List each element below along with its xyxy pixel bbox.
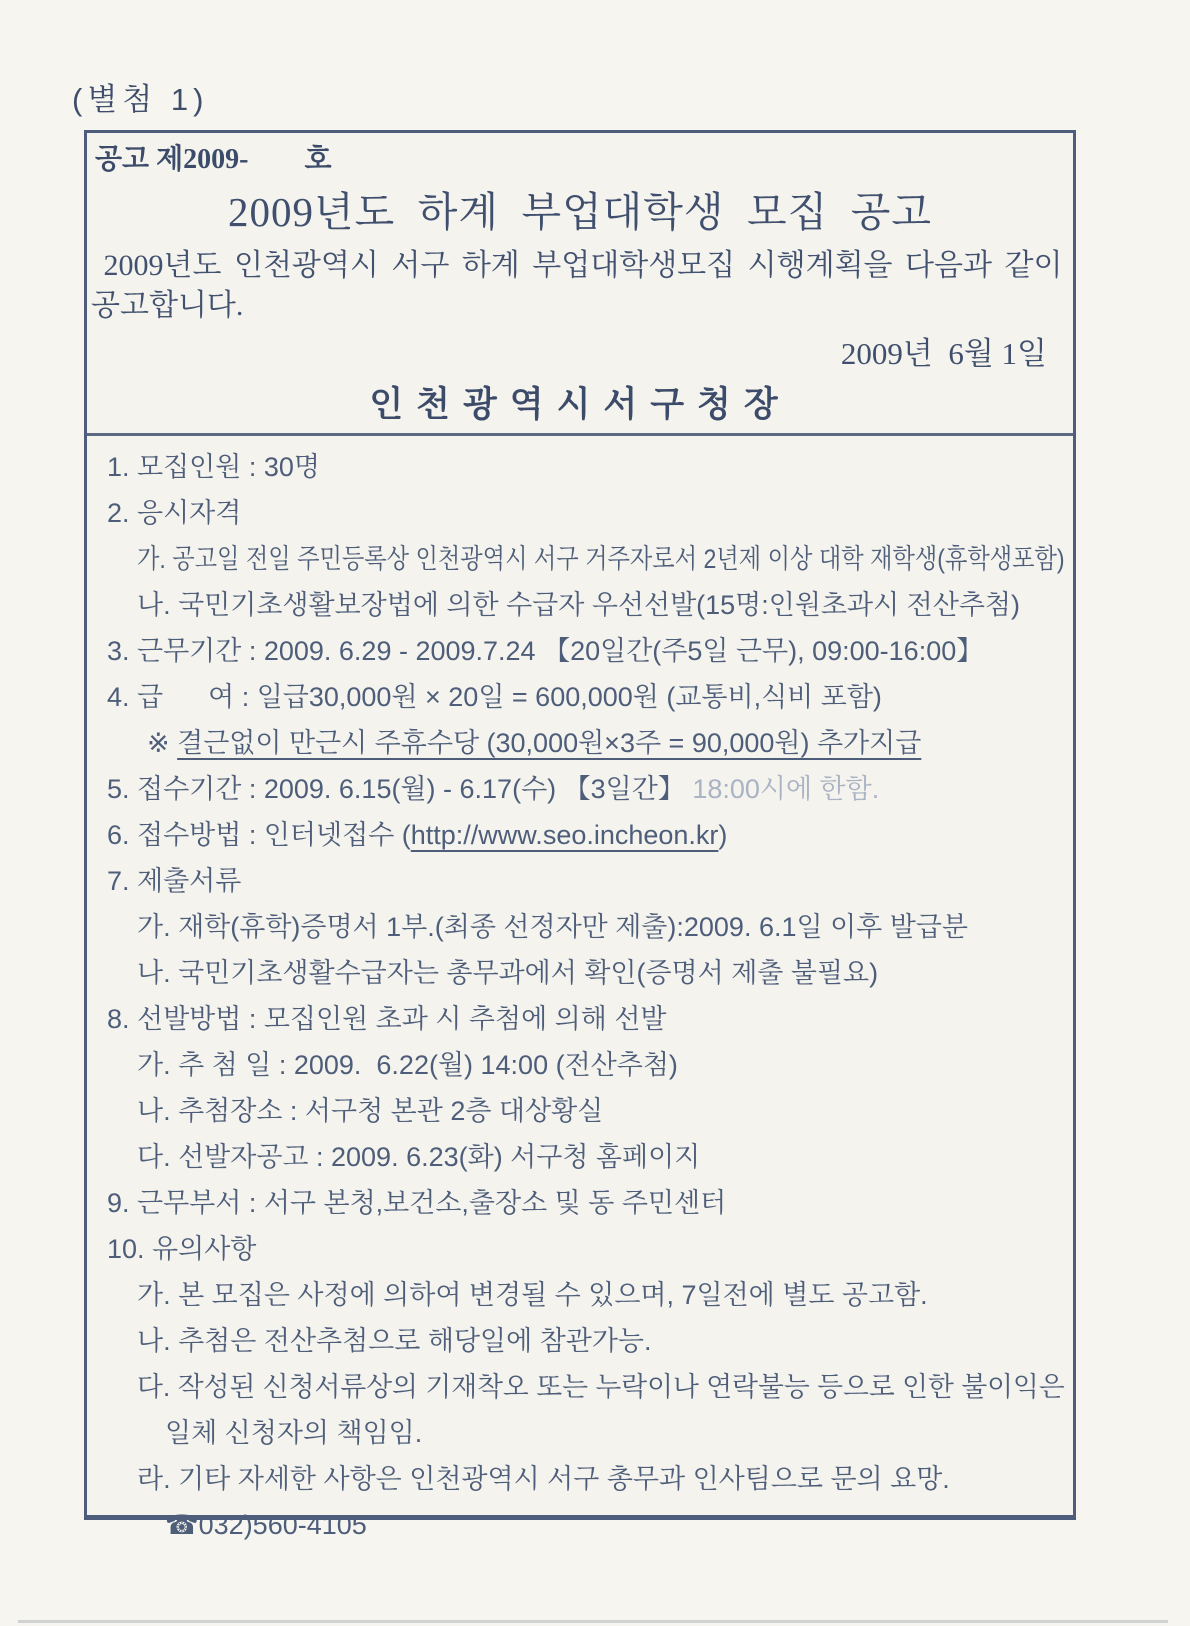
list-item-text [137,1364,1065,1410]
text-segment: 032)560-4105 [198,1510,367,1540]
list-item-text [107,444,320,490]
list-item-text [137,904,968,950]
notice-date: 2009년 6월 1일 [840,336,1047,371]
text-segment: 1. 모집인원 : 30명 [107,452,320,482]
list-item-text [107,1226,256,1272]
list-item [95,444,1065,490]
notice-box [84,130,1076,1540]
list-item [95,1272,1065,1318]
text-segment: 6. 접수방법 : 인터넷접수 ( [107,820,411,850]
list-item [95,674,1065,720]
list-item-text [107,674,882,720]
text-segment: 2. 응시자격 [107,498,242,528]
notice-title: 2009년도 하계 부업대학생 모집 공고 [228,189,932,235]
list-item-text [107,766,879,812]
doc-number: 공고 제2009- 호 [95,144,332,175]
list-item-text [137,1042,678,1088]
list-item [95,812,1065,858]
list-item-text [107,996,667,1042]
list-item [95,582,1065,628]
list-item [95,1318,1065,1364]
text-segment: ) [718,820,728,850]
list-item-text [137,950,878,996]
notice-intro [87,246,1073,326]
text-segment: 나. 국민기초생활수급자는 총무과에서 확인(증명서 제출 불필요) [137,958,879,988]
text-segment: 7. 제출서류 [107,866,242,896]
text-segment: 9. 근무부서 : 서구 본청,보건소,출장소 및 동 주민센터 [107,1188,727,1218]
text-segment: 가. 공고일 전일 주민등록상 인천광역시 서구 거주자로서 2년제 이상 대학 재학생(휴학생포함) [137,544,1065,574]
list-item [95,858,1065,904]
list-item-text [137,1134,700,1180]
text-segment: 10. 유의사항 [107,1234,257,1264]
list-item [95,536,1065,582]
list-item-text [107,812,727,858]
text-segment: 나. 추첨장소 : 서구청 본관 2층 대상황실 [137,1096,604,1126]
text-segment: 다. 선발자공고 : 2009. 6.23(화) 서구청 홈페이지 [137,1142,701,1172]
text-segment: 나. 추첨은 전산추첨으로 해당일에 참관가능. [137,1326,652,1356]
text-segment: ※ [147,728,178,758]
text-segment: 결근없이 만근시 주휴수당 (30,000원×3주 = 90,000원) 추가지급 [177,728,922,758]
list-item [95,1134,1065,1180]
url-text: http://www.seo.incheon.kr [410,820,719,850]
list-item [95,1456,1065,1502]
list-item-text [107,1180,726,1226]
text-segment: 4. 급 여 : 일급30,000원 × 20일 = 600,000원 (교통비,식비 포함) [107,682,882,712]
list-item [95,1410,1065,1456]
list-item-text [137,536,1065,582]
text-segment: 가. 본 모집은 사정에 의하여 변경될 수 있으며, 7일전에 별도 공고함. [137,1280,928,1310]
list-item [95,1226,1065,1272]
notice-intro-line1: 2009년도 인천광역시 서구 하계 부업대학생모집 시행계획을 다음과 같이 [91,249,1063,282]
list-item-text [165,1410,422,1456]
list-item-text [137,1272,928,1318]
list-item [95,1042,1065,1088]
list-item [95,950,1065,996]
text-segment: 나. 국민기초생활보장법에 의한 수급자 우선선발(15명:인원초과시 전산추첨) [137,590,1020,620]
list-item-text [165,1502,367,1548]
list-item [95,628,1065,674]
notice-intro-line2: 공고합니다. [91,289,244,322]
attachment-label: (별첨 1) [72,82,209,117]
list-item-text [107,858,241,904]
text-segment: 18:00시에 한함. [692,774,880,804]
text-segment: 다. 작성된 신청서류상의 기재착오 또는 누락이나 연락불능 등으로 인한 불이익은 [137,1372,1065,1402]
list-item-text [137,1318,651,1364]
list-item-text [137,1456,950,1502]
text-segment: 가. 추 첨 일 : 2009. 6.22(월) 14:00 (전산추첨) [137,1050,678,1080]
list-item [95,904,1065,950]
list-item-text [147,720,921,766]
list-item [95,766,1065,812]
list-item-text [137,1088,603,1134]
list-item-text [137,582,1020,628]
text-segment: 5. 접수기간 : 2009. 6.15(월) - 6.17(수) 【3일간】 [107,774,693,804]
list-item [95,490,1065,536]
notice-list [87,436,1073,1548]
list-item-text [107,490,241,536]
phone-icon: ☎ [165,1510,199,1540]
list-item-text [107,628,983,674]
text-segment: 3. 근무기간 : 2009. 6.29 - 2009.7.24 【20일간(주5일 근무), 09:00-16:00】 [107,636,984,666]
list-item [95,1088,1065,1134]
list-item [95,1180,1065,1226]
text-segment: 가. 재학(휴학)증명서 1부.(최종 선정자만 제출):2009. 6.1일 이후 발급분 [137,912,968,942]
signer-name: 인천광역시서구청장 [369,385,791,424]
text-segment: 일체 신청자의 책임임. [165,1418,423,1448]
scan-edge-artifact [18,1620,1168,1623]
list-item [95,996,1065,1042]
text-segment: 라. 기타 자세한 사항은 인천광역시 서구 총무과 인사팀으로 문의 요망. [137,1464,950,1494]
list-item [95,720,1065,766]
list-item [95,1364,1065,1410]
text-segment: 8. 선발방법 : 모집인원 초과 시 추첨에 의해 선발 [107,1004,667,1034]
list-item [95,1502,1065,1548]
